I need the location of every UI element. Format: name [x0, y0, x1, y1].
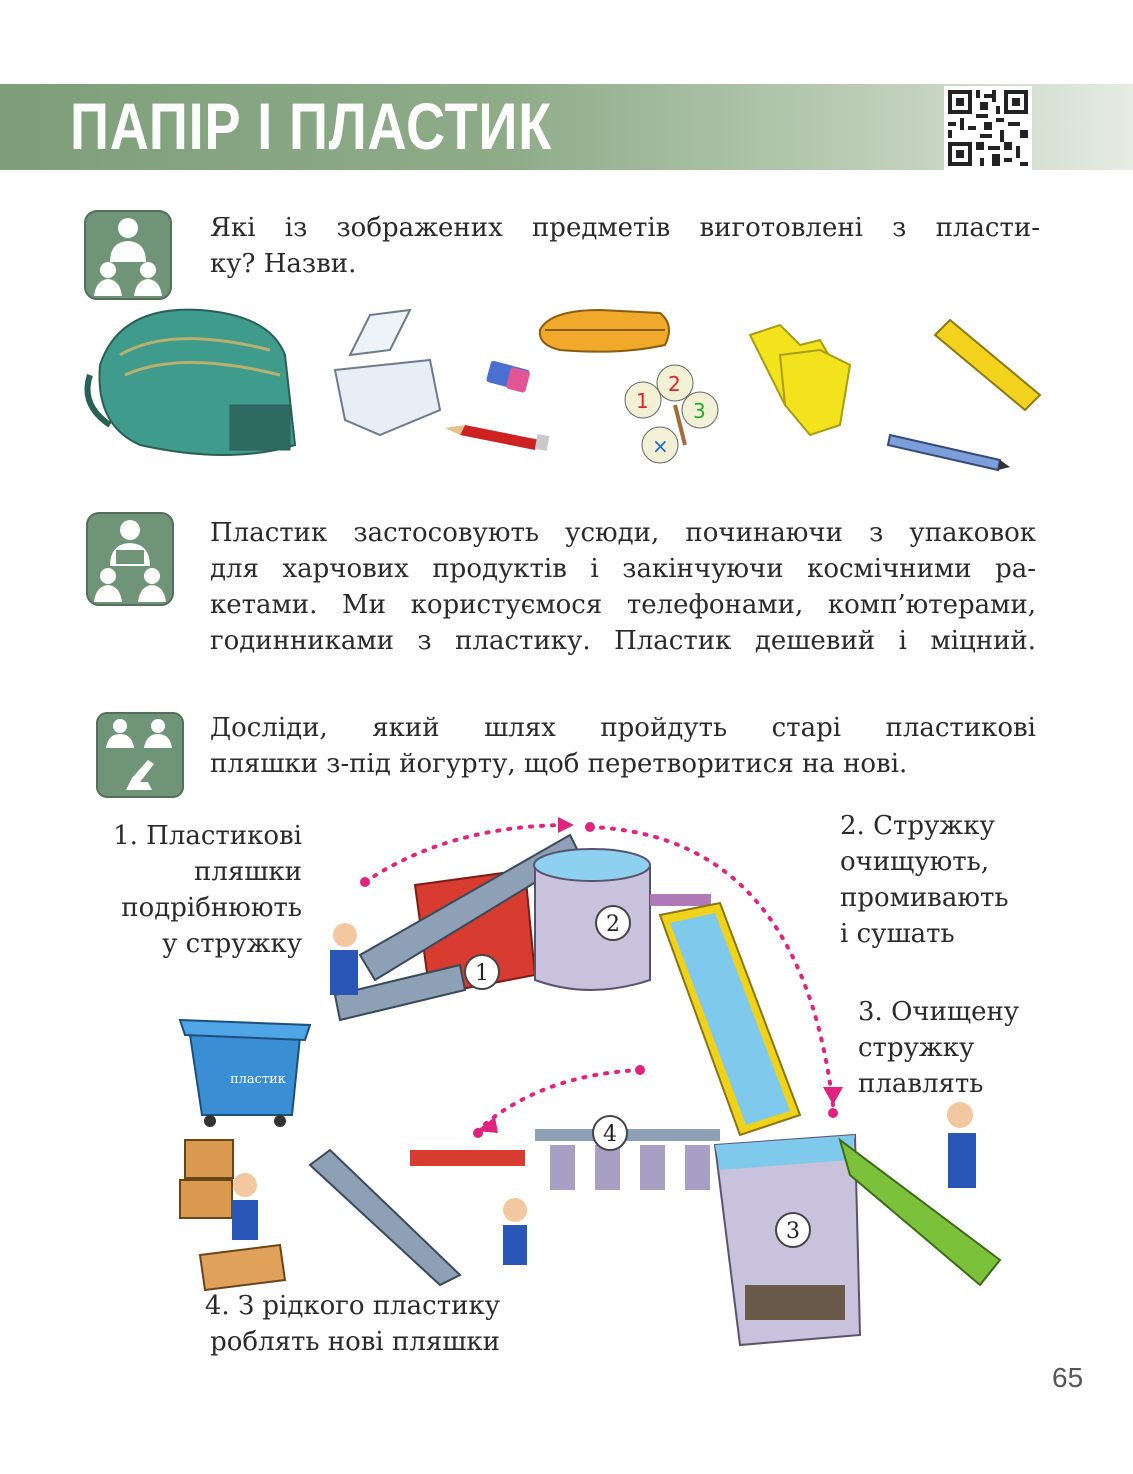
step2-line: промивають — [840, 883, 1009, 913]
svg-text:2: 2 — [606, 912, 620, 937]
svg-text:3: 3 — [786, 1219, 800, 1244]
step4-line: 4. З рідкого пластику — [204, 1291, 500, 1321]
reading-icon — [86, 512, 174, 606]
task1-line1: Які із зображених предметів виготовлені з пласти- — [210, 213, 1040, 243]
step1-line: у стружку — [162, 929, 302, 959]
number-cards-icon — [625, 365, 718, 463]
step1-line: подрібнюють — [121, 893, 302, 923]
svg-text:1: 1 — [636, 389, 649, 413]
page-number: 65 — [1052, 1362, 1084, 1393]
step1-line: 1. Пластикові — [113, 821, 302, 851]
rubber-gloves-icon — [750, 325, 850, 435]
pencil-icon — [445, 425, 549, 451]
step3-line: стружку — [858, 1033, 975, 1063]
food-container-icon — [335, 310, 440, 435]
task2-line4: годинниками з пластику. Пластик дешевий і міцний. — [210, 626, 1036, 656]
pen-icon — [888, 435, 1010, 470]
backpack-icon — [88, 310, 296, 455]
task1-line2: ку? Назви. — [210, 249, 357, 279]
drying-chute — [660, 903, 800, 1135]
group-discussion-icon — [84, 210, 172, 300]
page-title: ПАПІР І ПЛАСТИК — [70, 89, 553, 163]
qr-code-icon — [944, 86, 1032, 170]
step2-line: 2. Стружку — [840, 811, 995, 841]
task2-line1: Пластик застосовують усюди, починаючи з упаковок — [210, 518, 1036, 548]
recycling-process-illustration — [160, 815, 1060, 1365]
plastic-bin-icon — [180, 1020, 310, 1127]
svg-text:×: × — [652, 434, 669, 458]
research-icon — [96, 712, 184, 798]
ruler-icon — [935, 320, 1040, 410]
svg-text:1: 1 — [475, 961, 489, 986]
step3-line: 3. Очищену — [858, 997, 1020, 1027]
task3-line1: Досліди, який шлях пройдуть старі пластикові — [210, 713, 1036, 743]
svg-text:3: 3 — [693, 399, 706, 423]
task3-line2: пляшки з-під йогурту, щоб перетворитися на нові. — [210, 749, 908, 779]
svg-text:пластик: пластик — [230, 1072, 286, 1087]
eraser-icon — [486, 360, 531, 393]
task2-line2: для харчових продуктів і закінчуючи космічними ра- — [210, 554, 1036, 584]
step3-line: плавлять — [858, 1069, 984, 1099]
svg-text:2: 2 — [668, 372, 681, 396]
step4-line: роблять нові пляшки — [210, 1327, 500, 1357]
step2-line: очищують, — [840, 847, 990, 877]
step1-line: пляшки — [194, 857, 302, 887]
pencil-case-icon — [540, 310, 669, 352]
task2-line3: кетами. Ми користуємося телефонами, комп’ютерами, — [210, 590, 1036, 620]
items-illustration — [80, 295, 1050, 475]
step2-line: і сушать — [840, 919, 955, 949]
svg-text:4: 4 — [603, 1122, 617, 1147]
